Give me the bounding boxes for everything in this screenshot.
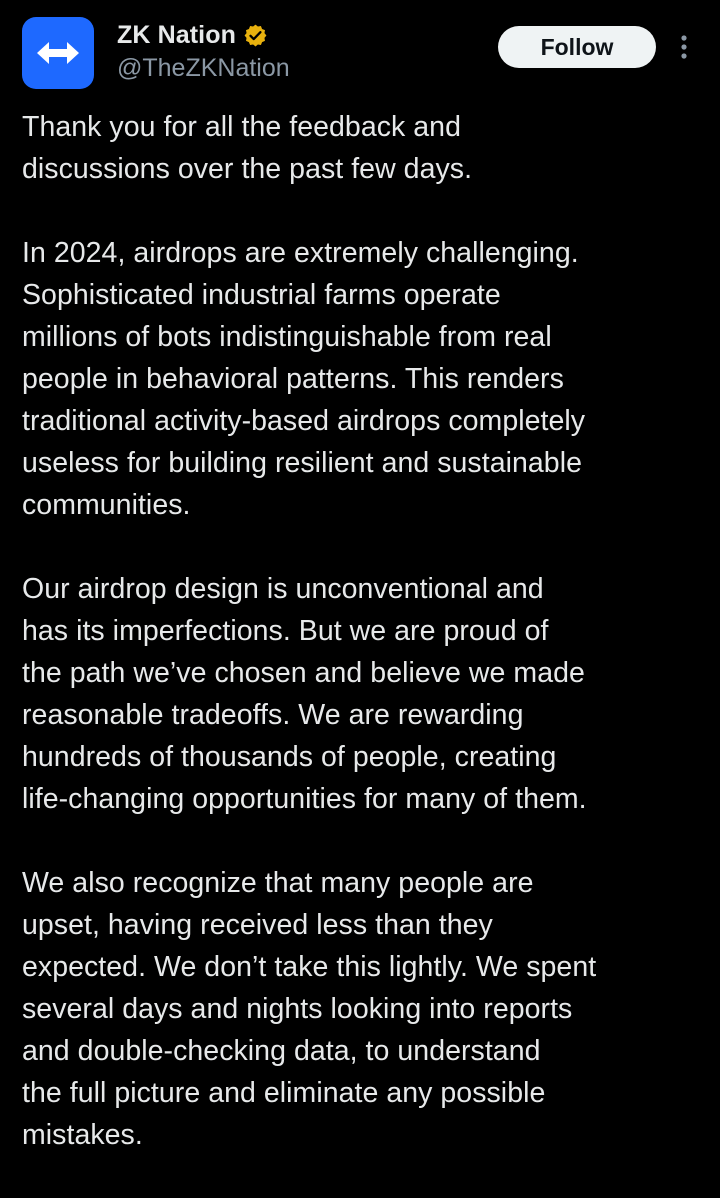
display-name[interactable]: ZK Nation (117, 20, 236, 49)
tweet-header (22, 17, 698, 89)
author-info (117, 17, 290, 89)
zk-arrows-logo-icon (35, 40, 81, 66)
text-line: and double-checking data, to understand (22, 1035, 541, 1067)
text-line: the full picture and eliminate any possible (22, 1077, 546, 1109)
follow-button[interactable]: Follow (498, 26, 656, 68)
text-line: several days and nights looking into reports (22, 993, 573, 1025)
text-line: has its imperfections. But we are proud of (22, 615, 549, 647)
text-line: the path we’ve chosen and believe we made (22, 657, 585, 689)
text-line: In 2024, airdrops are extremely challenging. (22, 237, 579, 269)
text-line: hundreds of thousands of people, creating (22, 741, 557, 773)
tweet-text (22, 106, 702, 1198)
text-line: people in behavioral patterns. This renders (22, 363, 564, 395)
text-line: Our airdrop design is unconventional and (22, 573, 544, 605)
text-line: Thank you for all the feedback and (22, 111, 461, 143)
tweet-paragraph-4 (22, 862, 702, 1156)
text-line: upset, having received less than they (22, 909, 493, 941)
text-line: traditional activity-based airdrops completely (22, 405, 586, 437)
text-line: expected. We don’t take this lightly. We spent (22, 951, 597, 983)
text-line: mistakes. (22, 1119, 143, 1151)
text-line: discussions over the past few days. (22, 153, 473, 185)
text-line: Sophisticated industrial farms operate (22, 279, 501, 311)
text-line: communities. (22, 489, 191, 521)
tweet-paragraph-3 (22, 568, 702, 820)
display-name-row (117, 17, 290, 53)
text-line: useless for building resilient and sustainable (22, 447, 582, 479)
more-vertical-icon[interactable] (672, 29, 696, 65)
text-line: We also recognize that many people are (22, 867, 534, 899)
verified-badge-icon[interactable] (243, 23, 268, 48)
avatar[interactable] (22, 17, 94, 89)
tweet-paragraph-1 (22, 106, 702, 190)
text-line: millions of bots indistinguishable from real (22, 321, 552, 353)
author-handle[interactable]: @TheZKNation (117, 54, 290, 82)
tweet-paragraph-2 (22, 232, 702, 526)
text-line: life-changing opportunities for many of them. (22, 783, 587, 815)
text-line: reasonable tradeoffs. We are rewarding (22, 699, 524, 731)
